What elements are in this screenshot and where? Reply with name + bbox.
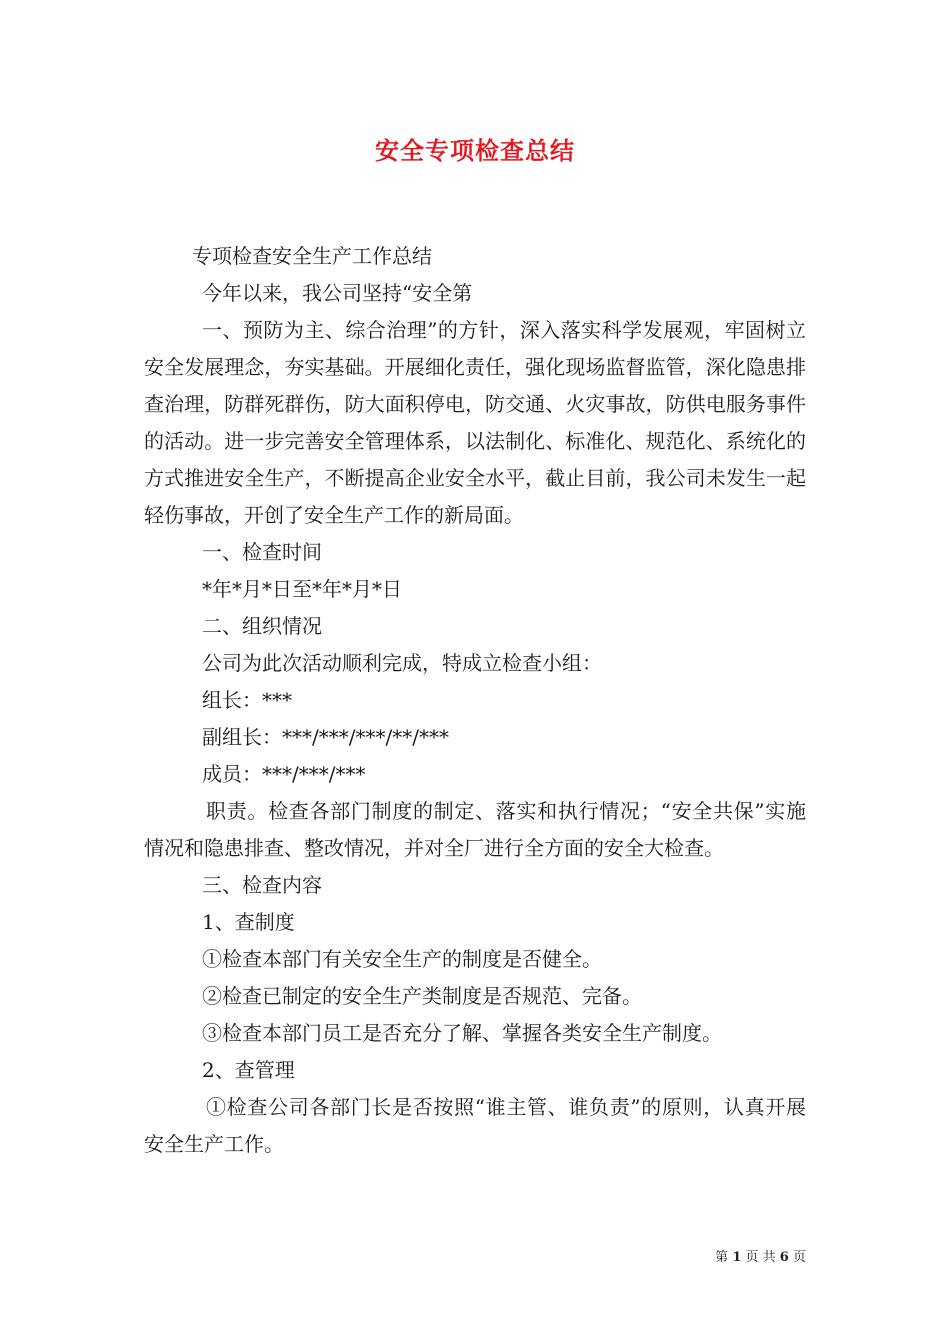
heading-organization: 二、组织情况 <box>202 614 322 638</box>
footer-suffix: 页 <box>792 1250 806 1265</box>
paragraph-organization: 公司为此次活动顺利完成，特成立检查小组： <box>202 651 602 675</box>
paragraph-leader: 组长：*** <box>202 688 292 712</box>
paragraph-inspection-dates: *年*月*日至*年*月*日 <box>202 577 402 601</box>
heading-check-system: 1、查制度 <box>202 910 295 934</box>
footer-prefix: 第 <box>715 1250 729 1265</box>
list-item-management-1: ①检查公司各部门长是否按照“谁主管、谁负责”的原则，认真开展安全生产工作。 <box>144 1095 806 1156</box>
paragraph-policy: 一、预防为主、综合治理”的方针，深入落实科学发展观，牢固树立安全发展理念，夯实基础。开展细化责任，强化现场监督监管，深化隐患排查治理，防群死群伤，防大面积停电，防交通、火灾事故，防供电服务事件的活动。进一步完善安全管理体系，以法制化、标准化、规范化、系统化的方式推进安全生产，不断提高企业安全水平，截止目前，我公司未发生一起轻伤事故，开创了安全生产工作的新局面。 <box>144 318 806 527</box>
paragraph-members: 成员：***/***/*** <box>202 762 366 786</box>
document-body <box>144 238 806 1163</box>
footer-middle: 页 共 <box>745 1250 776 1265</box>
paragraph-duties: 职责。检查各部门制度的制定、落实和执行情况；“安全共保”实施情况和隐患排查、整改情况，并对全厂进行全方面的安全大检查。 <box>144 799 806 860</box>
page-footer <box>700 1246 806 1265</box>
document-title: 安全专项检查总结 <box>375 136 575 165</box>
footer-total-pages: 6 <box>779 1250 789 1265</box>
heading-inspection-content: 三、检查内容 <box>202 873 322 897</box>
paragraph-deputy-leader: 副组长：***/***/***/**/*** <box>202 725 449 749</box>
heading-check-management: 2、查管理 <box>202 1058 295 1082</box>
footer-page-number: 1 <box>732 1250 742 1265</box>
paragraph-subtitle: 专项检查安全生产工作总结 <box>192 244 432 268</box>
list-item-system-1: ①检查本部门有关安全生产的制度是否健全。 <box>202 947 602 971</box>
heading-inspection-time: 一、检查时间 <box>202 540 322 564</box>
paragraph-intro: 今年以来，我公司坚持“安全第 <box>202 281 473 305</box>
list-item-system-3: ③检查本部门员工是否充分了解、掌握各类安全生产制度。 <box>202 1021 722 1045</box>
list-item-system-2: ②检查已制定的安全生产类制度是否规范、完备。 <box>202 984 642 1008</box>
